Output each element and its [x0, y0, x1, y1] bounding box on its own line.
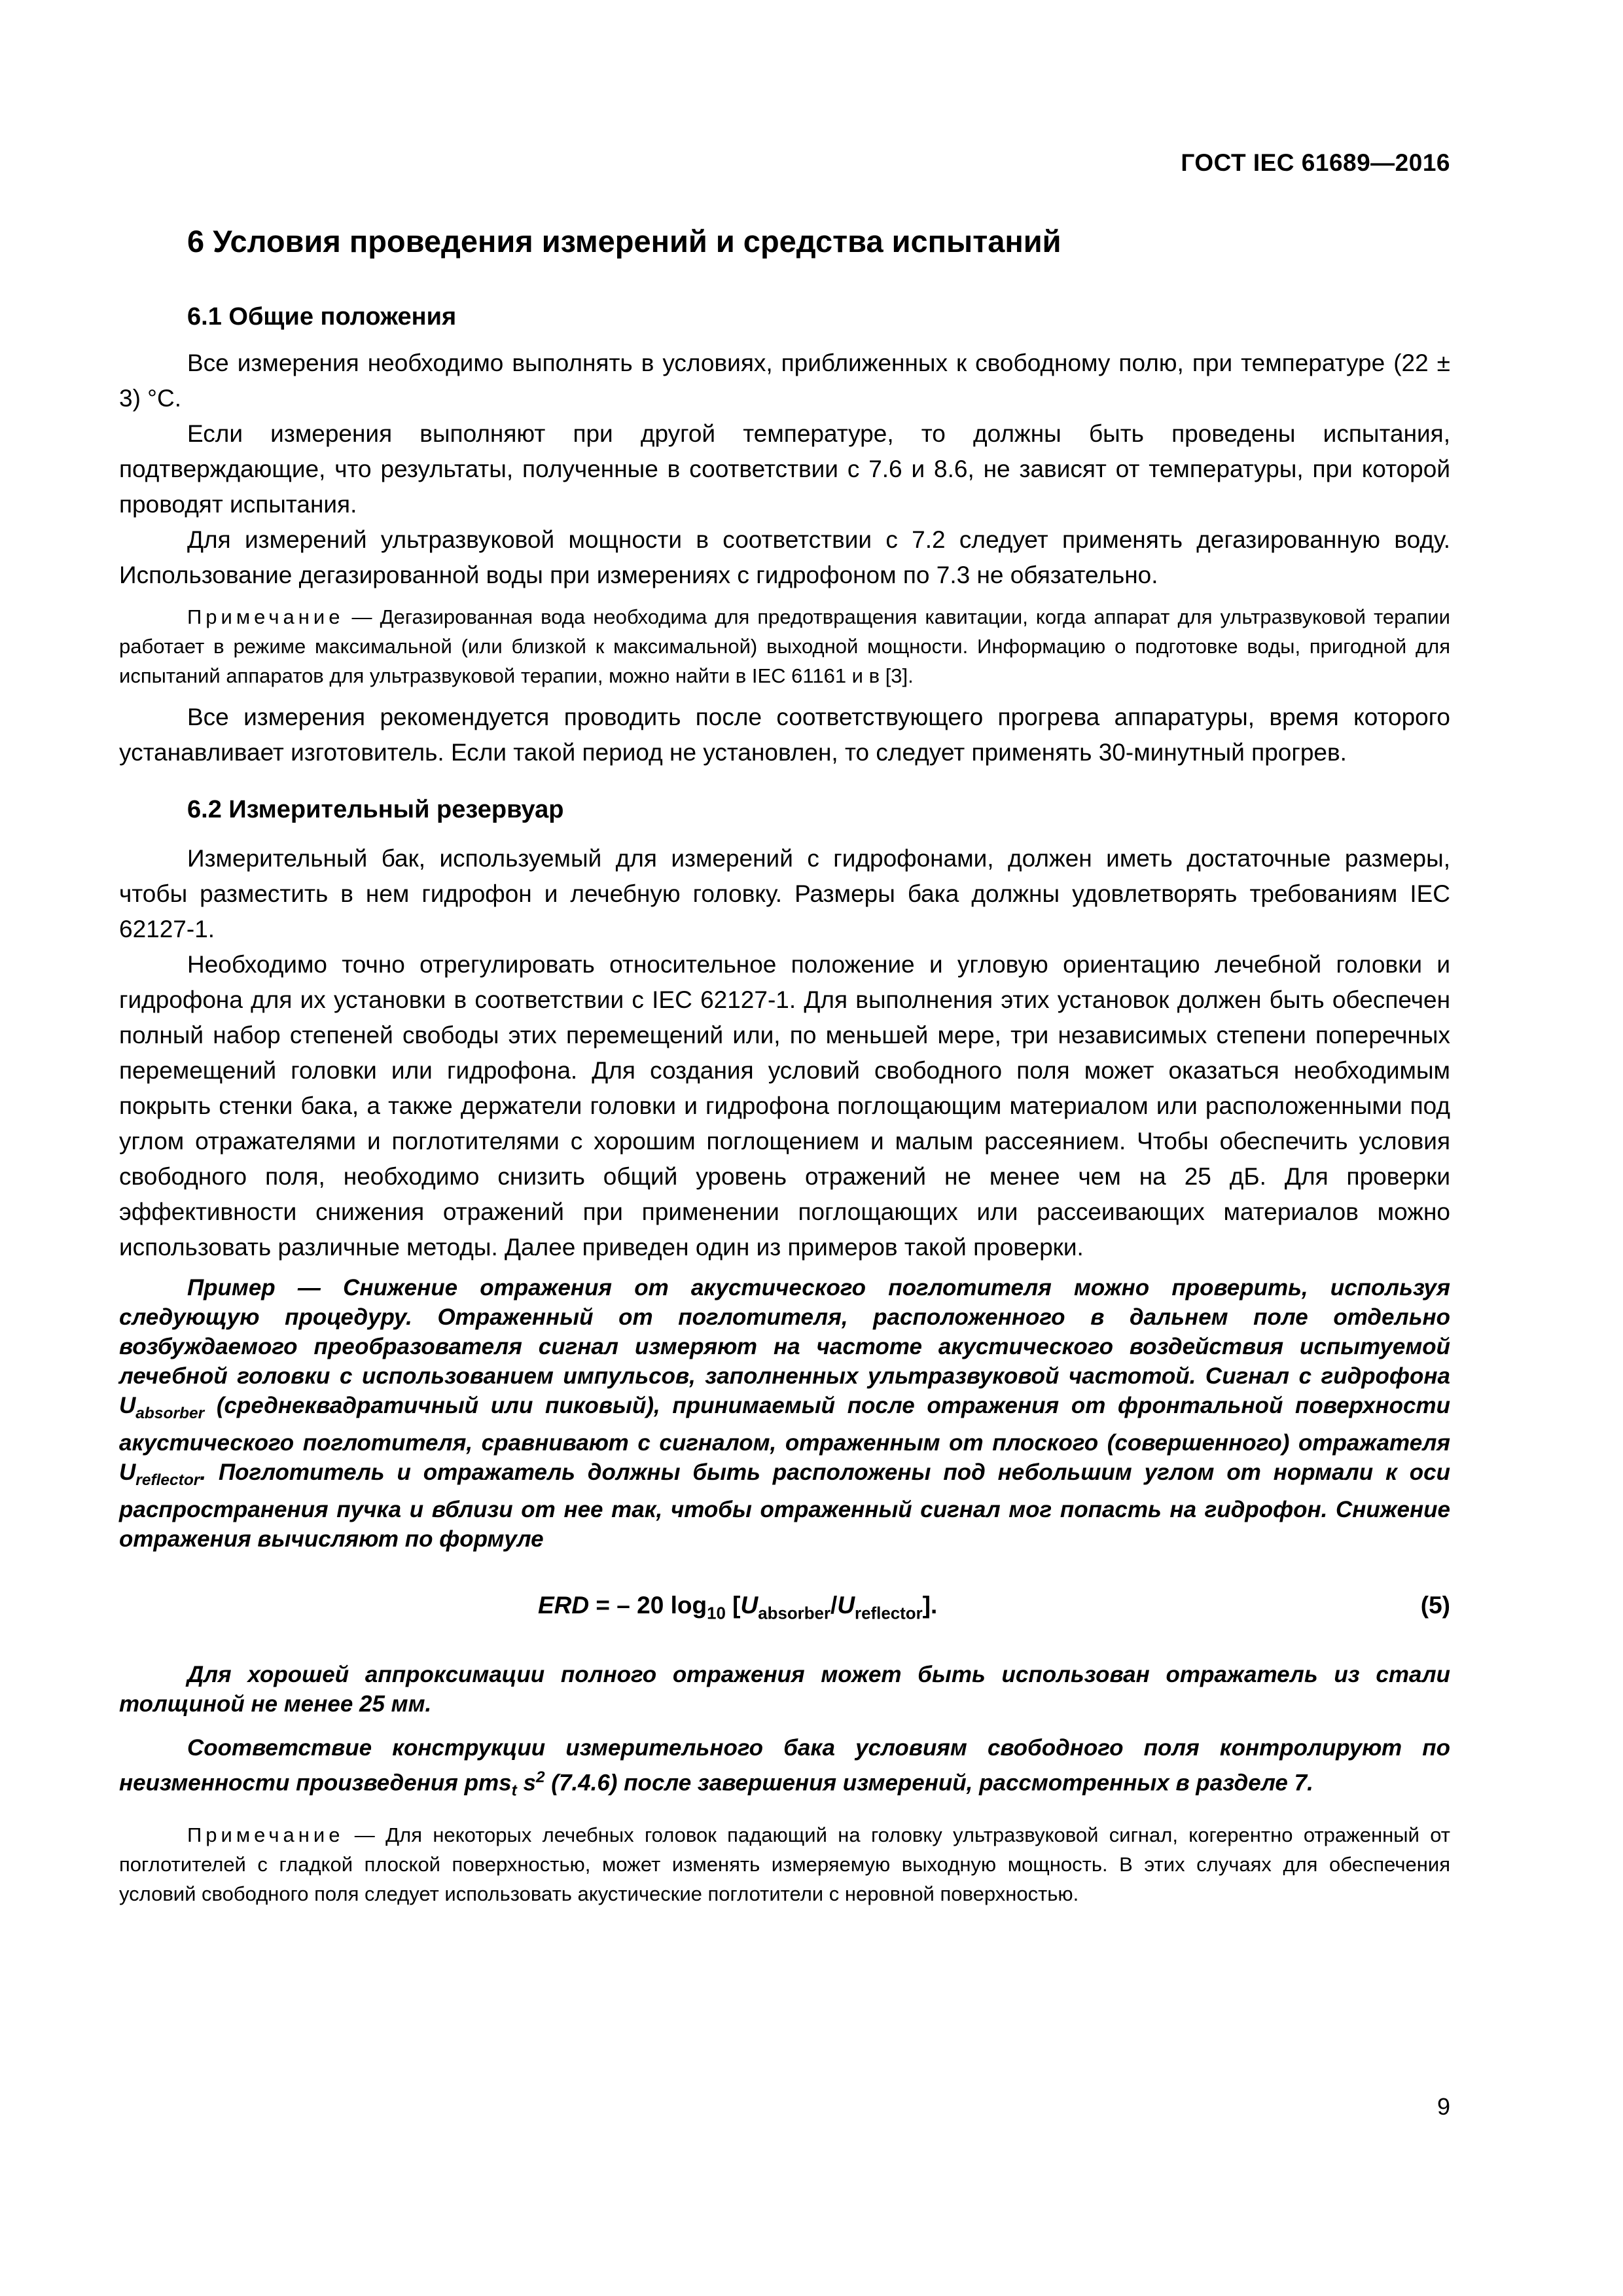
example-text: Соответствие конструкции измерительного бака условиям свободного поля контролируют по неизменности произведения	[119, 1735, 1450, 1796]
note-label: Примечание	[187, 605, 344, 628]
page-content	[119, 223, 1450, 1909]
formula-log: = – 20 log	[589, 1592, 707, 1619]
subsection-6-2-title: 6.2 Измерительный резервуар	[187, 796, 564, 823]
paragraph: Для измерений ультразвуковой мощности в соответствии с 7.2 следует применять дегазированную воду. Использование дегазированной воды при измерениях с гидрофоном по 7.3 не обязательно.	[119, 526, 1450, 588]
symbol-s: s	[516, 1770, 536, 1796]
subscript-t: t	[511, 1782, 517, 1800]
formula-lhs: ERD	[538, 1592, 590, 1619]
symbol-pms: pms	[464, 1770, 512, 1796]
example-paragraph	[119, 1733, 1450, 1806]
note-text: — Дегазированная вода необходима для предотвращения кавитации, когда аппарат для ультразвуковой терапии работает в режиме максимальной (или близкой к максимальной) выходной мощности. Информацию о подготовке воды, пригодной для испытаний аппаратов для ультразвуковой терапии, можно найти в IEC 61161 и в [3].	[119, 605, 1450, 687]
note-label: Примечание	[187, 1823, 344, 1846]
formula-slash: /	[830, 1592, 838, 1619]
page-number: 9	[1436, 2093, 1450, 2120]
section-title: 6 Условия проведения измерений и средства испытаний	[187, 224, 1061, 259]
superscript-2: 2	[535, 1768, 545, 1786]
formula-u: U	[837, 1592, 855, 1619]
paragraph: Все измерения необходимо выполнять в условиях, приближенных к свободному полю, при температуре (22 ± 3) °С.	[119, 350, 1450, 412]
example-text: . Поглотитель и отражатель должны быть расположены под небольшим углом от нормали к оси распространения пучка и вблизи от нее так, чтобы отраженный сигнал мог попасть на гидрофон. Снижение отражения вычисляют по формуле	[119, 1460, 1450, 1552]
formula-log-base: 10	[707, 1604, 726, 1623]
note-text: — Для некоторых лечебных головок падающий на головку ультразвуковой сигнал, когерентно отраженный от поглотителей с гладкой плоской поверхностью, может изменять измеряемую выходную мощность. В этих случаях для обеспечения условий свободного поля следует использовать акустические поглотители с неровной поверхностью.	[119, 1823, 1450, 1905]
formula-bracket: ].	[922, 1592, 938, 1619]
subscript-reflector: reflector	[135, 1471, 200, 1489]
formula-sub-reflector: reflector	[855, 1604, 923, 1623]
subscript-absorber: absorber	[135, 1405, 205, 1422]
example-text: (7.4.6) после завершения измерений, рассмотренных в разделе 7.	[544, 1770, 1313, 1796]
symbol-u: U	[119, 1393, 136, 1418]
formula-u: U	[740, 1592, 758, 1619]
formula-sub-absorber: absorber	[758, 1604, 831, 1623]
paragraph: Если измерения выполняют при другой температуре, то должны быть проведены испытания, подтверждающие, что результаты, полученные в соответствии с 7.6 и 8.6, не зависят от температуры, при которой проводят испытания.	[119, 420, 1450, 518]
formula-row	[119, 1592, 1450, 1631]
paragraph: Все измерения рекомендуется проводить после соответствующего прогрева аппаратуры, время которого устанавливает изготовитель. Если такой период не установлен, то следует применять 30-минутный прогрев.	[119, 704, 1450, 766]
formula-number: (5)	[1420, 1592, 1450, 1619]
note	[119, 602, 1450, 691]
example-text: (среднеквадратичный или пиковый), принимаемый после отражения от фронтальной поверхности акустического поглотителя, сравнивают с сигналом, отраженным от плоского (совершенного) отражателя	[119, 1393, 1450, 1456]
formula-bracket: [	[725, 1592, 741, 1619]
formula-erd	[538, 1592, 937, 1623]
example-paragraph	[119, 1273, 1450, 1554]
symbol-u: U	[119, 1460, 136, 1485]
paragraph: Необходимо точно отрегулировать относительное положение и угловую ориентацию лечебной головки и гидрофона для их установки в соответствии с IEC 62127-1. Для выполнения этих установок должен быть обеспечен полный набор степеней свободы этих перемещений или, по меньшей мере, три независимых степени поперечных перемещений головки или гидрофона. Для создания условий свободного поля может оказаться необходимым покрыть стенки бака, а также держатели головки и гидрофона поглощающим материалом или расположенными под углом отражателями и поглотителями с хорошим поглощением и малым рассеянием. Чтобы обеспечить условия свободного поля, необходимо снизить общий уровень отражений не менее чем на 25 дБ. Для проверки эффективности снижения отражений при применении поглощающих или рассеивающих материалов можно использовать различные методы. Далее приведен один из примеров такой проверки.	[119, 951, 1450, 1261]
standard-header: ГОСТ IEC 61689—2016	[1181, 149, 1450, 176]
note	[119, 1820, 1450, 1909]
paragraph: Измерительный бак, используемый для измерений с гидрофонами, должен иметь достаточные размеры, чтобы разместить в нем гидрофон и лечебную головку. Размеры бака должны удовлетворять требованиям IEC 62127-1.	[119, 845, 1450, 942]
subsection-6-1-title: 6.1 Общие положения	[187, 303, 457, 331]
example-paragraph: Для хорошей аппроксимации полного отражения может быть использован отражатель из стали толщиной не менее 25 мм.	[119, 1662, 1450, 1717]
example-text: Пример — Снижение отражения от акустического поглотителя можно проверить, используя следующую процедуру. Отраженный от поглотителя, расположенного в дальнем поле отдельно возбуждаемого преобразователя сигнал измеряют на частоте акустического воздействия испытуемой лечебной головки с использованием импульсов, заполненных ультразвуковой частотой. Сигнал с гидрофона	[119, 1275, 1450, 1389]
